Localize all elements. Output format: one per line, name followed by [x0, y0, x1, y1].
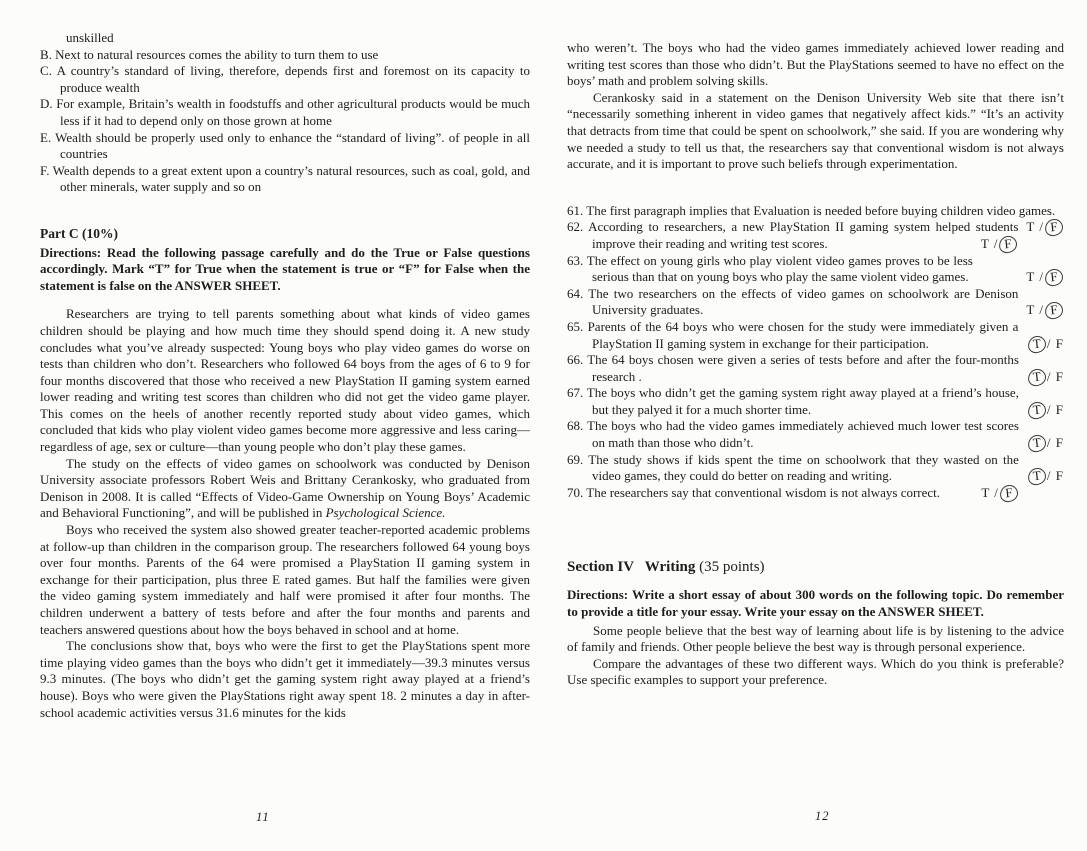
paragraph-text: Cerankosky said in a statement on the Denison University Web site that there isn’t “necessarily something inherent in video games that negatively affect kids.” “It’s an activity that detracts from time that could be spent on schoolwork,” she said. If you are wondering why we needed a study to tell us that, the researchers say that conventional wisdom is not always accurate, and it is important to prove such beliefs through experimentation.	[567, 89, 1064, 172]
question-item	[567, 352, 1064, 385]
paragraph	[567, 623, 1064, 656]
option-label: E.	[40, 129, 56, 145]
tf-answer-mark: T / F	[1027, 369, 1064, 386]
paragraph-text: Researchers are trying to tell parents something about what kinds of video games children should be playing and how much time they should spend doing it. A new study concludes what you’ve already suspected: Young boys who play video games do worse on tests than children who don’t. Researchers who followed 64 boys from the ages of 6 to 9 for four months discovered that those who received a new PlayStation II gaming system earned lower reading and writing test scores than children who did not get the video game player. This comes on the heels of another recently reported study about video games, which concluded that kids who play violent video games become more aggressive and less caring—regardless of age, sex or culture—than young people who don’t play these games.	[40, 306, 530, 455]
question-item	[567, 452, 1064, 485]
question-item	[567, 485, 1064, 502]
circled-answer: F	[1044, 268, 1064, 287]
page-number-left: 11	[256, 810, 270, 824]
tf-answer-mark: T / F	[1027, 435, 1064, 452]
option-item: F. Wealth depends to a great extent upon a country’s natural resources, such as coal, gold, and other minerals, water supply and so on	[40, 162, 530, 195]
section-iv-points: (35 points)	[699, 559, 765, 576]
writing-topic-paragraphs	[567, 623, 1064, 689]
paragraph	[567, 90, 1064, 173]
tf-answer-mark: T / F	[1026, 302, 1064, 319]
circled-answer: T	[1027, 401, 1047, 420]
italic-text: Psychological Science.	[325, 505, 446, 521]
question-text: The researchers say that conventional wisdom is not always correct.	[586, 484, 941, 500]
question-item	[567, 319, 1064, 352]
tf-answer-mark: T / F	[1027, 336, 1064, 353]
question-number: 70.	[567, 484, 587, 500]
question-text: The boys who had the video games immediately achieved much lower test scores on math than those who didn’t.	[587, 418, 1019, 451]
question-number: 65.	[567, 318, 588, 334]
question-number: 64.	[567, 285, 589, 301]
section-iv-heading	[567, 557, 1064, 577]
question-number: 67.	[567, 385, 587, 401]
paragraph-text: The study on the effects of video games on schoolwork was conducted by Denison University associate professors Robert Weis and Brittany Cerankosky, who graduated from Denison in 2008. It is called “Effects of Video-Game Ownership on Young Boys’ Academic and Behavioral Functioning”, and will be published in	[40, 455, 530, 521]
question-number: 61.	[567, 202, 587, 218]
option-item: B. Next to natural resources comes the ability to turn them to use	[40, 46, 379, 62]
question-item	[567, 385, 1064, 418]
circled-answer: T	[1027, 434, 1047, 453]
question-item	[567, 253, 1064, 286]
part-c-heading: Part C (10%)	[40, 225, 118, 241]
circled-answer: T	[1027, 335, 1047, 354]
option-item: C. A country’s standard of living, therefore, depends first and foremost on its capacity to produce wealth	[40, 63, 530, 95]
question-text: The two researchers on the effects of video games on schoolwork are Denison University graduates.	[588, 285, 1019, 318]
paragraph	[40, 638, 530, 721]
writing-directions: Directions: Write a short essay of about 300 words on the following topic. Do remember to provide a title for your essay. Write your essay on the ANSWER SHEET.	[567, 587, 1064, 620]
paragraph-text: Boys who received the system also showed greater teacher-reported academic problems at follow-up than children in the comparison group. The researchers followed 64 young boys over four months. Parents of the 64 were promised a PlayStation II gaming system in exchange for their participation, plus three E rated games. But half the families were given the video gaming system immediately and half were promised it after four months. The children underwent a battery of tests before and after the four months and parents and teachers answered questions about how the boys behaved in school and at home.	[40, 522, 530, 637]
paragraph	[567, 656, 1064, 689]
tf-answer-mark: T / F	[981, 485, 1019, 502]
question-text: According to researchers, a new PlayStation II gaming system helped students improve their reading and writing test scores.	[588, 219, 1019, 251]
circled-answer: T	[1027, 368, 1047, 387]
question-number: 68.	[567, 418, 587, 434]
question-text: The boys who didn’t get the gaming system right away played at a friend’s house, but they palyed it for a much shorter time.	[586, 385, 1019, 417]
question-number: 69.	[567, 451, 589, 467]
reading-passage	[40, 306, 530, 721]
question-item	[567, 418, 1064, 451]
question-text: The 64 boys chosen were given a series of tests before and after the four-months research .	[587, 352, 1019, 384]
question-number: 66.	[567, 352, 588, 368]
tf-answer-mark: T / F	[1026, 219, 1064, 236]
question-text: The effect on young girls who play violent video games proves to be less serious than that on young boys who play the same violent video games.	[586, 252, 973, 285]
tf-answer-mark: T / F	[981, 236, 1019, 253]
section-iv-title: Section IV Writing	[567, 559, 696, 576]
tf-answer-mark: T / F	[1027, 402, 1064, 419]
paragraph	[40, 456, 530, 522]
part-c-directions: Directions: Read the following passage carefully and do the True or False questions accordingly. Mark “T” for True when the statement is true or “F” for False when the statement is false on the ANSWER SHEET.	[40, 244, 530, 293]
question-text: The first paragraph implies that Evaluation is needed before buying children video games.	[586, 202, 1056, 218]
tf-answer-mark: T / F	[1026, 269, 1064, 286]
question-number: 63.	[567, 252, 587, 268]
option-label: B.	[40, 46, 56, 62]
circled-answer: F	[1044, 301, 1064, 320]
page-number-right: 12	[815, 809, 830, 823]
circled-answer: T	[1027, 467, 1047, 486]
circled-answer: F	[1044, 218, 1064, 237]
option-item: E. Wealth should be properly used only to enhance the “standard of living”. of people in all countries	[40, 129, 530, 162]
paragraph-text: Some people believe that the best way of learning about life is by listening to the advice of family and friends. Other people believe the best way is through personal experience.	[567, 622, 1064, 655]
option-label: F.	[40, 162, 53, 178]
circled-answer: F	[999, 484, 1019, 503]
page-right	[567, 40, 1064, 840]
paragraph-text: The conclusions show that, boys who were the first to get the PlayStations spent more time playing video games than the boys who didn’t get it immediately—39.3 minutes versus 9.3 minutes. (The boys who didn’t get the gaming system right away played at a friend’s house). Boys who were given the PlayStations right away spent 18. 2 minutes a day in after-school academic activities versus 31.6 minutes for the kids	[40, 638, 530, 720]
question-text: The study shows if kids spent the time on schoolwork that they wasted on the video games, they could do better on reading and writing.	[588, 451, 1019, 484]
option-label: D.	[40, 96, 57, 112]
multiple-choice-options-list	[40, 47, 530, 196]
question-number: 62.	[567, 219, 589, 235]
option-item: D. For example, Britain’s wealth in foodstuffs and other agricultural products would be much less if it had to depend only on those grown at home	[40, 96, 531, 128]
option-label: C.	[40, 63, 57, 79]
paragraph	[40, 306, 530, 455]
paragraph	[40, 522, 530, 638]
tf-answer-mark: T / F	[1027, 468, 1064, 485]
question-text: Parents of the 64 boys who were chosen for the study were immediately given a PlayStation II gaming system in exchange for their participation.	[587, 318, 1019, 351]
paragraph-text: Compare the advantages of these two different ways. Which do you think is preferable? Use specific examples to support your preference.	[567, 655, 1064, 688]
reading-passage-continuation	[567, 40, 1064, 173]
page-left	[40, 30, 530, 830]
true-false-questions-list	[567, 203, 1064, 502]
question-item	[567, 219, 1064, 252]
question-item	[567, 286, 1064, 319]
paragraph-text: who weren’t. The boys who had the video games immediately achieved lower reading and writing test scores than those who didn’t. But the PlayStations seemed to have no effect on the boys’ math and problem solving skills.	[567, 40, 1064, 89]
paragraph	[567, 40, 1064, 90]
circled-answer: F	[999, 235, 1019, 254]
option-a-continuation-text: unskilled	[66, 30, 114, 45]
